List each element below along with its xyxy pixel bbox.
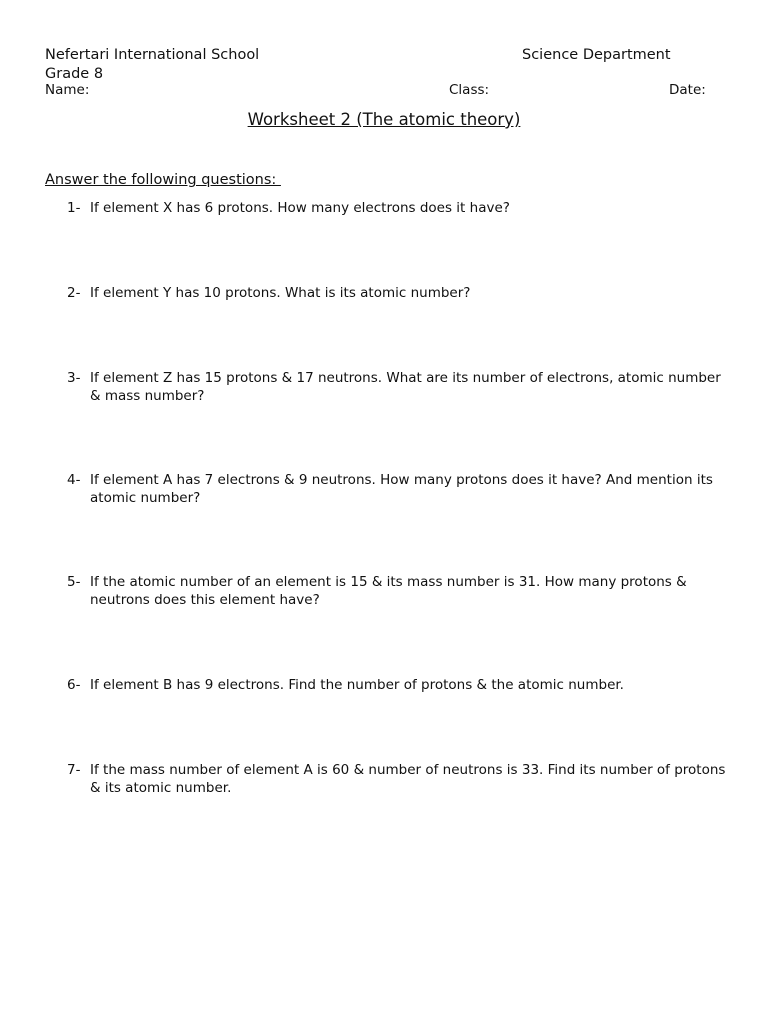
question-5: [67, 574, 727, 609]
department-name: Science Department: [522, 47, 671, 63]
question-2: [67, 285, 727, 303]
question-text: If element B has 9 electrons. Find the number of protons & the atomic number.: [90, 677, 624, 693]
worksheet-title: Worksheet 2 (The atomic theory): [247, 110, 521, 129]
question-3: [67, 370, 727, 405]
question-text: If element Z has 15 protons & 17 neutrons. What are its number of electrons, atomic number & mass number?: [90, 370, 721, 404]
question-number: 1-: [67, 200, 81, 216]
question-number: 7-: [67, 762, 81, 778]
question-7: [67, 762, 727, 797]
question-number: 6-: [67, 677, 81, 693]
question-text: If element X has 6 protons. How many electrons does it have?: [90, 200, 510, 216]
school-name: Nefertari International School: [45, 47, 260, 63]
question-text: If the mass number of element A is 60 & number of neutrons is 33. Find its number of protons & its atomic number.: [90, 762, 726, 796]
question-number: 5-: [67, 574, 81, 590]
grade-label: Grade 8: [45, 66, 104, 82]
question-number: 2-: [67, 285, 81, 301]
class-label: Class:: [449, 82, 490, 98]
question-1: [67, 200, 727, 218]
question-number: 4-: [67, 472, 81, 488]
date-label: Date:: [669, 82, 706, 98]
question-text: If element Y has 10 protons. What is its atomic number?: [90, 285, 471, 301]
question-text: If element A has 7 electrons & 9 neutrons. How many protons does it have? And mention its atomic number?: [90, 472, 713, 506]
question-6: [67, 677, 727, 695]
question-text: If the atomic number of an element is 15 & its mass number is 31. How many protons & neutrons does this element have?: [90, 574, 687, 608]
name-label: Name:: [45, 82, 90, 98]
instruction-text: Answer the following questions:: [45, 172, 281, 188]
question-number: 3-: [67, 370, 81, 386]
question-4: [67, 472, 727, 507]
